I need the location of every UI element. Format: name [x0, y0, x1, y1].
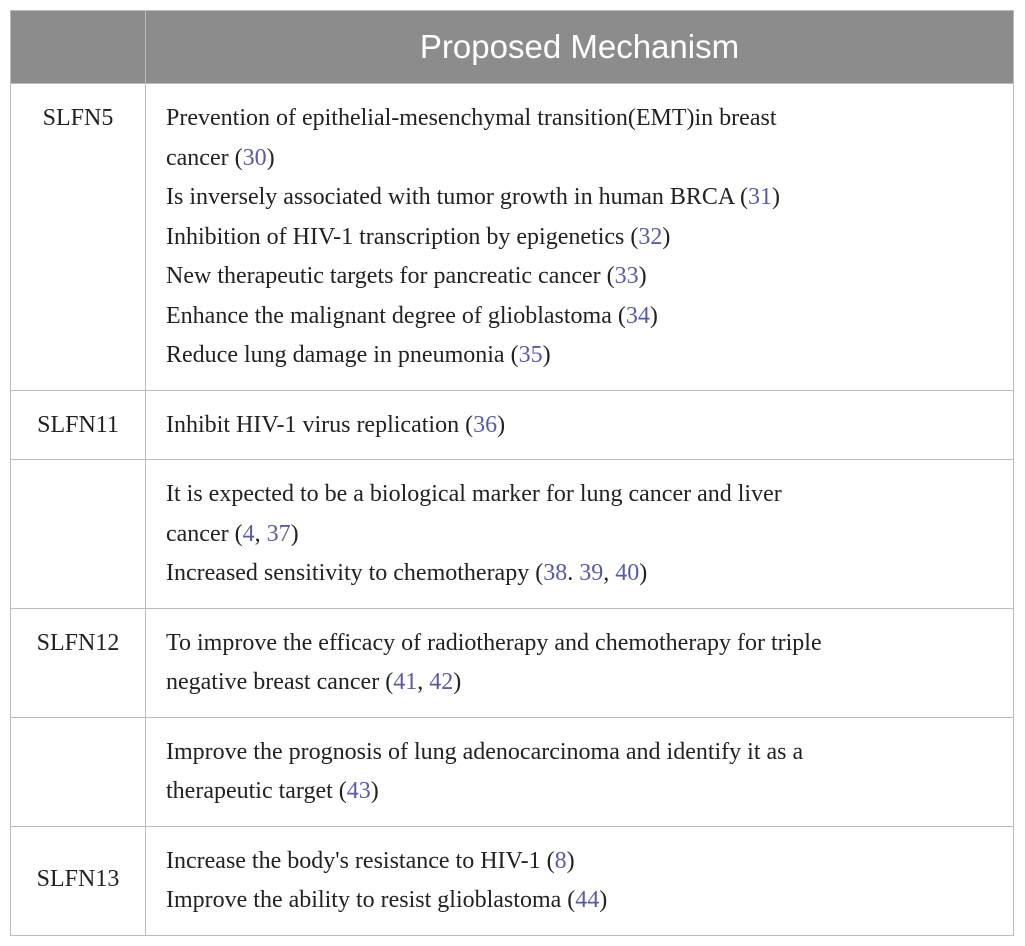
- closing-paren: ): [771, 184, 780, 210]
- reference-link[interactable]: 39: [579, 560, 604, 586]
- mechanism-text: To improve the efficacy of radiotherapy and chemotherapy for triple: [166, 629, 822, 656]
- reference-link[interactable]: 44: [575, 887, 600, 913]
- mechanism-text: Improve the prognosis of lung adenocarcinoma and identify it as a: [166, 738, 804, 765]
- mechanism-line: [166, 842, 993, 882]
- mechanism-line: [166, 733, 993, 773]
- mechanism-text: Enhance the malignant degree of glioblastoma (: [166, 302, 626, 329]
- header-mechanism-cell: Proposed Mechanism: [146, 11, 1014, 84]
- mechanism-line: [166, 99, 993, 139]
- mechanism-cell: [146, 826, 1014, 935]
- reference-link[interactable]: 30: [242, 144, 267, 171]
- reference-link[interactable]: 33: [614, 263, 639, 289]
- mechanism-text: cancer (: [166, 144, 243, 171]
- reference-link[interactable]: 36: [473, 411, 498, 438]
- closing-paren: ): [649, 302, 658, 329]
- mechanism-line: [166, 257, 993, 297]
- reference-link[interactable]: 37: [266, 520, 291, 547]
- ref-separator: ,: [254, 520, 267, 547]
- mechanism-line: [166, 624, 993, 664]
- mechanism-text: Inhibit HIV-1 virus replication (: [166, 411, 474, 438]
- mechanism-line: [166, 554, 993, 594]
- closing-paren: ): [370, 778, 379, 804]
- gene-cell: SLFN5: [11, 84, 146, 391]
- mechanism-cell: [146, 460, 1014, 609]
- mechanism-text: therapeutic target (: [166, 778, 347, 804]
- reference-link[interactable]: 31: [747, 184, 772, 210]
- closing-paren: ): [266, 144, 275, 171]
- table-row: [11, 84, 1014, 391]
- reference-link[interactable]: 43: [346, 778, 371, 804]
- gene-cell: SLFN11: [11, 390, 146, 460]
- reference-link[interactable]: 41: [393, 669, 418, 695]
- mechanism-table: [10, 10, 1014, 936]
- header-gene-cell: [11, 11, 146, 84]
- mechanism-cell: [146, 84, 1014, 391]
- mechanism-text: Reduce lung damage in pneumonia (: [166, 342, 519, 368]
- mechanism-cell: [146, 717, 1014, 826]
- mechanism-line: [166, 881, 993, 921]
- mechanism-text: Improve the ability to resist glioblastoma (: [166, 887, 576, 913]
- gene-cell: [11, 717, 146, 826]
- mechanism-line: [166, 297, 993, 337]
- mechanism-cell: [146, 608, 1014, 717]
- mechanism-line: [166, 515, 993, 555]
- mechanism-line: [166, 406, 993, 446]
- closing-paren: ): [542, 342, 551, 368]
- mechanism-text: negative breast cancer (: [166, 669, 394, 695]
- mechanism-line: [166, 139, 993, 179]
- reference-link[interactable]: 32: [638, 223, 663, 250]
- mechanism-text: Prevention of epithelial-mesenchymal transition(EMT)in breast: [166, 105, 777, 131]
- mechanism-text: Inhibition of HIV-1 transcription by epigenetics (: [166, 223, 639, 250]
- table-row: [11, 608, 1014, 717]
- gene-cell: SLFN13: [11, 826, 146, 935]
- reference-link[interactable]: 34: [625, 302, 650, 329]
- table-row: [11, 390, 1014, 460]
- mechanism-text: Increased sensitivity to chemotherapy (: [166, 560, 544, 586]
- table-row: [11, 460, 1014, 609]
- reference-link[interactable]: 42: [429, 669, 454, 695]
- closing-paren: ): [497, 411, 506, 438]
- mechanism-text: It is expected to be a biological marker for lung cancer and liver: [166, 481, 782, 507]
- reference-link[interactable]: 40: [615, 560, 640, 586]
- ref-separator: .: [567, 560, 580, 586]
- table-row: [11, 826, 1014, 935]
- mechanism-line: [166, 475, 993, 515]
- table-row: [11, 717, 1014, 826]
- closing-paren: ): [638, 263, 647, 289]
- mechanism-line: [166, 336, 993, 376]
- reference-link[interactable]: 4: [242, 520, 255, 547]
- reference-link[interactable]: 35: [518, 342, 543, 368]
- closing-paren: ): [639, 560, 648, 586]
- reference-link[interactable]: 8: [554, 847, 567, 874]
- table-header-row: [11, 11, 1014, 84]
- mechanism-text: Increase the body's resistance to HIV-1 (: [166, 847, 555, 874]
- closing-paren: ): [599, 887, 608, 913]
- table-body: [11, 84, 1014, 936]
- mechanism-text: Is inversely associated with tumor growth in human BRCA (: [166, 184, 748, 210]
- mechanism-line: [166, 218, 993, 258]
- closing-paren: ): [662, 223, 671, 250]
- mechanism-text: cancer (: [166, 520, 243, 547]
- mechanism-line: [166, 178, 993, 218]
- mechanism-line: [166, 772, 993, 812]
- mechanism-cell: [146, 390, 1014, 460]
- gene-cell: [11, 460, 146, 609]
- gene-cell: SLFN12: [11, 608, 146, 717]
- closing-paren: ): [566, 847, 575, 874]
- reference-link[interactable]: 38: [543, 560, 568, 586]
- closing-paren: ): [453, 669, 462, 695]
- ref-separator: ,: [603, 560, 616, 586]
- mechanism-text: New therapeutic targets for pancreatic cancer (: [166, 263, 615, 289]
- closing-paren: ): [290, 520, 299, 547]
- mechanism-line: [166, 663, 993, 703]
- ref-separator: ,: [417, 669, 430, 695]
